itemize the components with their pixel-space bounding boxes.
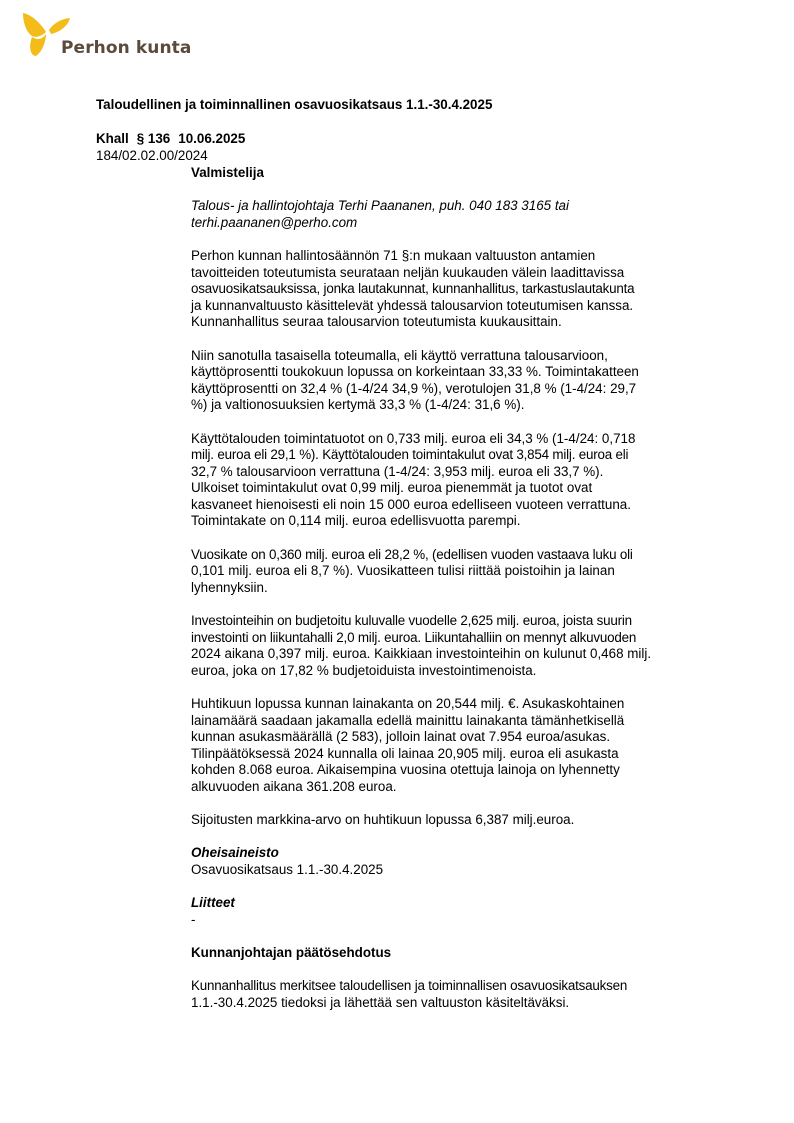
meeting-body: Khall [96, 131, 129, 146]
text-line: Vuosikate on 0,360 milj. euroa eli 28,2 %, (edellisen vuoden vastaava luku oli [191, 546, 633, 562]
text-line: kasvaneet hienoisesti eli noin 15 000 euroa edelliseen vuoteen verrattuna. [191, 496, 631, 512]
proposal-line-2: 1.1.-30.4.2025 tiedoksi ja lähettää sen valtuuston käsiteltäväksi. [191, 994, 570, 1010]
text-line: Toimintakate on 0,114 milj. euroa edellisvuotta parempi. [191, 513, 521, 529]
text-line: käyttöprosentti toukokuun lopussa on korkeintaan 33,33 %. Toimintakatteen [191, 364, 639, 380]
appendices-value: - [191, 911, 196, 927]
text-line: 32,7 % talousarvioon verrattuna (1-4/24: 3,953 milj. euroa eli 33,7 %). [191, 463, 604, 479]
meeting-date: 10.06.2025 [178, 131, 246, 146]
text-line: Perhon kunnan hallintosäännön 71 §:n mukaan valtuuston antamien [191, 247, 596, 263]
text-line: Investointeihin on budjetoitu kuluvalle vuodelle 2,625 milj. euroa, joista suurin [191, 613, 632, 629]
text-line: Kunnanhallitus seuraa talousarvion toteutumista kuukausittain. [191, 314, 562, 330]
text-line: Huhtikuun lopussa kunnan lainakanta on 20,544 milj. €. Asukaskohtainen [191, 696, 625, 711]
text-line: Käyttötalouden toimintatuotot on 0,733 milj. euroa eli 34,3 % (1-4/24: 0,718 [191, 430, 636, 446]
logo-text: Perhon kunta [61, 38, 192, 58]
text-line: 0,101 milj. euroa eli 8,7 %). Vuosikatteen tulisi riittää poistoihin ja lainan [191, 563, 615, 579]
preparer-email: terhi.paananen@perho.com [191, 214, 358, 230]
paragraph [191, 812, 711, 829]
proposal-heading: Kunnanjohtajan päätösehdotus [191, 944, 392, 960]
text-line: Niin sanotulla tasaisella toteumalla, eli käyttö verrattuna talousarvioon, [191, 347, 608, 363]
text-line: Sijoitusten markkina-arvo on huhtikuun lopussa 6,387 milj.euroa. [191, 812, 575, 828]
attachments-info-heading: Oheisaineisto [191, 845, 279, 861]
text-line: euroa, joka on 17,82 % budjetoiduista investointimenoista. [191, 662, 537, 678]
text-line: lainamäärä saadaan jakamalla edellä mainittu lainakanta tämänhetkisellä [191, 712, 625, 728]
paragraph [191, 248, 711, 331]
text-line: alkuvuoden aikana 361.208 euroa. [191, 778, 397, 794]
text-line: 2024 aikana 0,397 milj. euroa. Kaikkiaan investointeihin on kulunut 0,468 milj. [191, 646, 652, 662]
text-line: investointi on liikuntahalli 2,0 milj. euroa. Liikuntahalliin on mennyt alkuvuoden [191, 629, 637, 645]
text-line: milj. euroa eli 29,1 %). Käyttötalouden toimintakulut ovat 3,854 milj. euroa eli [191, 447, 629, 463]
meeting-info [96, 131, 253, 146]
text-line: osavuosikatsauksissa, jonka lautakunnat, kunnanhallitus, tarkastuslautakunta [191, 281, 635, 297]
paragraph [191, 348, 711, 414]
text-line: %) ja valtionosuuksien kertymä 33,3 % (1-4/24: 31,6 %). [191, 397, 525, 413]
paragraph [191, 547, 711, 597]
preparer-heading: Valmistelija [191, 165, 264, 180]
paragraph [191, 431, 711, 531]
document-body [191, 165, 711, 1011]
diary-number: 184/02.02.00/2024 [96, 148, 208, 163]
document-title: Taloudellinen ja toiminnallinen osavuosikatsaus 1.1.-30.4.2025 [96, 97, 493, 112]
section-number: § 136 [136, 131, 171, 146]
text-line: Ulkoiset toimintakulut ovat 0,99 milj. euroa pienemmät ja tuotot ovat [191, 480, 593, 496]
perho-logo [20, 10, 210, 70]
text-line: kohden 8.068 euroa. Aikaisempina vuosina otettuja lainoja on lyhennetty [191, 762, 620, 778]
attachments-info-value: Osavuosikatsaus 1.1.-30.4.2025 [191, 861, 384, 877]
preparer-line-1: Talous- ja hallintojohtaja Terhi Paananen, puh. 040 183 3165 tai [191, 198, 569, 214]
text-line: tavoitteiden toteutumista seurataan neljän kuukauden välein laadittavissa [191, 264, 625, 280]
appendices-heading: Liitteet [191, 895, 235, 911]
text-line: lyhennyksiin. [191, 579, 268, 595]
paragraph [191, 696, 711, 796]
text-line: Tilinpäätöksessä 2024 kunnalla oli lainaa 20,905 milj. euroa eli asukasta [191, 745, 619, 761]
text-line: kunnan asukasmäärällä (2 583), jolloin lainat ovat 7.954 euroa/asukas. [191, 729, 611, 745]
text-line: ja kunnanvaltuusto käsittelevät yhdessä talousarvion toteutumisen kanssa. [191, 297, 634, 313]
text-line: käyttöprosentti on 32,4 % (1-4/24 34,9 %), verotulojen 31,8 % (1-4/24: 29,7 [191, 380, 637, 396]
paragraph [191, 613, 711, 679]
proposal-line-1: Kunnanhallitus merkitsee taloudellisen ja toiminnallisen osavuosikatsauksen [191, 978, 628, 994]
